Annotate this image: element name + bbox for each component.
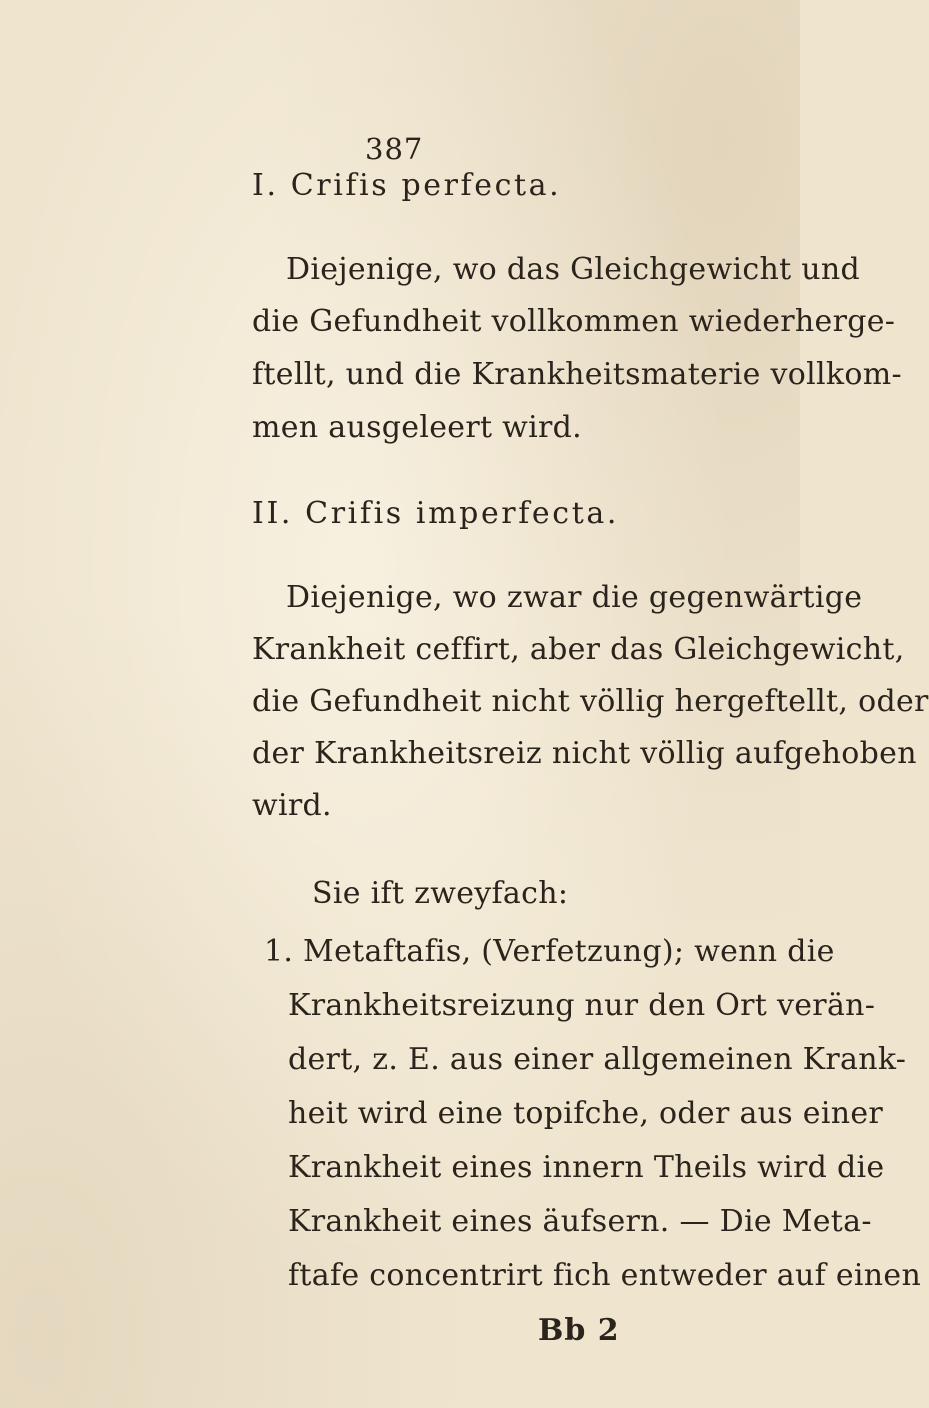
list-item-line: ftafe concentrirt fich entweder auf einen <box>288 1258 922 1293</box>
section-heading-crisis-perfecta: I. Crifis perfecta. <box>252 168 562 203</box>
list-item-line: Krankheitsreizung nur den Ort verän- <box>288 988 876 1023</box>
list-item-line: dert, z. E. aus einer allgemeinen Krank- <box>288 1042 907 1077</box>
list-item-line: Krankheit eines äufsern. — Die Meta- <box>288 1204 872 1239</box>
list-intro: Sie ift zweyfach: <box>312 876 569 911</box>
section-heading-crisis-imperfecta: II. Crifis imperfecta. <box>252 496 619 531</box>
paragraph-line: ftellt, und die Krankheitsmaterie vollkom- <box>252 357 902 392</box>
paragraph-line: Diejenige, wo das Gleichgewicht und <box>286 252 861 287</box>
list-item-line: heit wird eine topifche, oder aus einer <box>288 1096 884 1131</box>
paragraph-line: Diejenige, wo zwar die gegenwärtige <box>286 580 863 615</box>
paragraph-line: wird. <box>252 788 332 823</box>
paragraph-line: die Gefundheit vollkommen wiederherge- <box>252 304 896 339</box>
page-number: 387 <box>365 132 424 166</box>
list-item-line: Krankheit eines innern Theils wird die <box>288 1150 885 1185</box>
signature-mark: Bb 2 <box>538 1313 620 1348</box>
paragraph-line: die Gefundheit nicht völlig hergeftellt, oder <box>252 684 929 719</box>
paragraph-line: Krankheit ceffirt, aber das Gleichgewicht, <box>252 632 905 667</box>
paragraph-line: men ausgeleert wird. <box>252 410 583 445</box>
paragraph-line: der Krankheitsreiz nicht völlig aufgehoben <box>252 736 917 771</box>
list-item-first-line: 1. Metaftafis, (Verfetzung); wenn die <box>264 934 835 969</box>
